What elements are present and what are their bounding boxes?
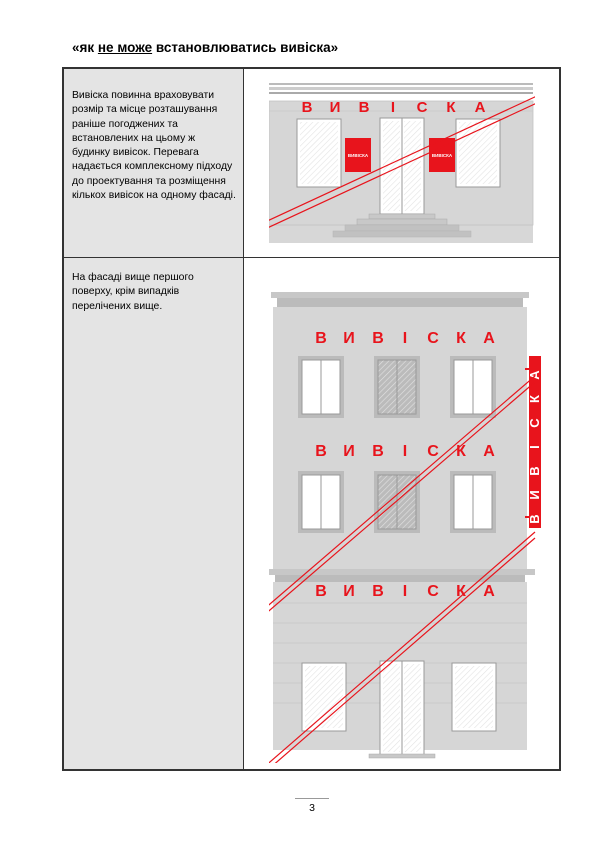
vertical-sign-letter: С (527, 418, 542, 428)
row-2-text: На фасаді вище першого поверху, крім випадків перелічених вище. (72, 272, 194, 312)
vertical-sign (529, 356, 541, 528)
illustration-storefront-crossed (269, 75, 535, 247)
sign-letter: В (372, 583, 384, 600)
sign-letter: В (315, 330, 327, 347)
row-divider (64, 257, 559, 258)
sign-letter: К (456, 443, 466, 460)
rules-table (62, 67, 561, 771)
heading-underlined: не може (97, 40, 153, 55)
sign-letter: В (372, 330, 384, 347)
vertical-sign-letter: И (527, 490, 542, 500)
sign-letter: И (343, 443, 355, 460)
sign-letter: В (372, 443, 384, 460)
sign-letter: В (301, 99, 313, 116)
sign-letter: С (427, 443, 439, 460)
sign-letter: А (483, 443, 495, 460)
sign-letter: В (358, 99, 370, 116)
vertical-sign-letter: В (527, 466, 542, 476)
page-heading (72, 40, 338, 55)
upper-windows-row-2 (298, 471, 496, 533)
page-number: 3 (309, 802, 315, 814)
sign-letter: І (402, 443, 408, 460)
small-sign-right-label: ВИВІСКА (431, 153, 453, 158)
sign-letter: І (402, 583, 408, 600)
sign-letter: А (483, 330, 495, 347)
row-1-text: Вивіска повинна враховувати розмір та місце розташування раніше погоджених та встановлених на цьому ж будинку вивісок. Перевага надається комплексному підходу до проектування та розміщення кількох вивісок на одному фасаді. (72, 90, 236, 202)
sign-letter: И (343, 330, 355, 347)
row-2-text-cell (64, 258, 243, 769)
sign-letter: І (390, 99, 396, 116)
illustration-upper-floor-crossed (269, 288, 543, 763)
sign-letter: К (456, 583, 466, 600)
footer-divider (295, 798, 329, 799)
vertical-sign-letter: В (527, 514, 542, 524)
heading-suffix: встановлюватись вивіска» (152, 40, 339, 55)
heading-prefix: «як (72, 40, 98, 55)
sign-letter: С (416, 99, 428, 116)
sign-letter: И (329, 99, 341, 116)
small-sign-left-label: ВИВІСКА (347, 153, 369, 158)
sign-letter: В (315, 443, 327, 460)
row-1-text-cell (64, 69, 243, 257)
sign-letter: К (456, 330, 466, 347)
sign-letter: І (402, 330, 408, 347)
vertical-sign-letter: А (527, 370, 542, 380)
vertical-sign-letter: К (527, 395, 542, 403)
sign-letter: А (474, 99, 486, 116)
sign-letter: К (446, 99, 456, 116)
sign-letter: И (343, 583, 355, 600)
sign-letter: В (315, 583, 327, 600)
sign-letter: С (427, 583, 439, 600)
vertical-sign-letter: І (527, 445, 542, 449)
sign-letter: А (483, 583, 495, 600)
sign-letter: С (427, 330, 439, 347)
upper-windows-row-1 (298, 356, 496, 418)
column-divider (243, 69, 244, 769)
